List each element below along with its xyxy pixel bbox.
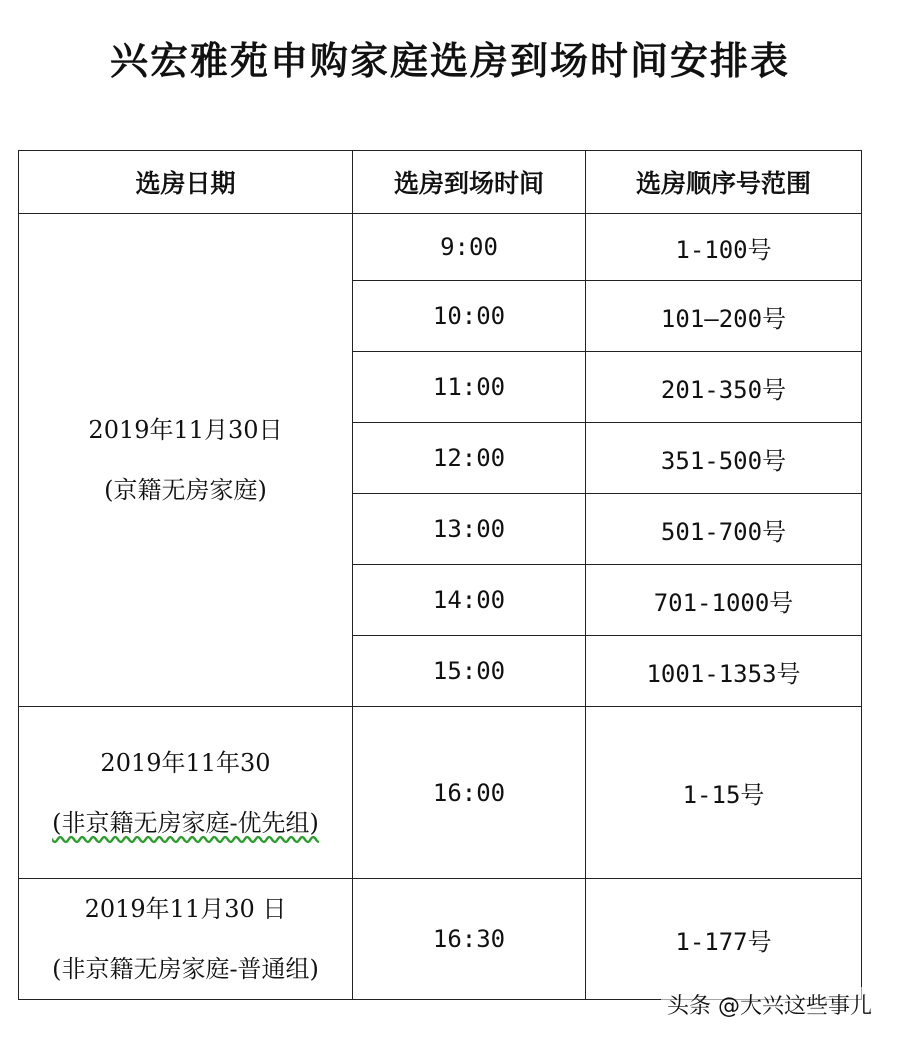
time-cell: 9:00: [353, 214, 586, 281]
time-cell: 13:00: [353, 494, 586, 565]
group1-note: (京籍无房家庭): [104, 476, 267, 504]
table-row: [19, 707, 862, 879]
range-cell: 1001-1353号: [586, 636, 862, 707]
range-cell: 201-350号: [586, 352, 862, 423]
range-cell: 351-500号: [586, 423, 862, 494]
time-cell: 12:00: [353, 423, 586, 494]
table-row: [19, 879, 862, 1000]
time-cell: 14:00: [353, 565, 586, 636]
time-cell: 16:30: [353, 879, 586, 1000]
group2-date: 2019年11年30: [100, 748, 271, 777]
table-row: [19, 214, 862, 281]
group1-date: 2019年11月30日: [88, 416, 283, 444]
range-cell: 1-100号: [586, 214, 862, 281]
time-cell: 16:00: [353, 707, 586, 879]
range-cell: 101—200号: [586, 281, 862, 352]
range-cell: 1-177号: [586, 879, 862, 1000]
group1-date-cell: [19, 214, 353, 707]
header-time: 选房到场时间: [353, 151, 586, 214]
group3-note: (非京籍无房家庭-普通组): [52, 955, 319, 983]
page-title: 兴宏雅苑申购家庭选房到场时间安排表: [109, 39, 790, 83]
range-cell: 501-700号: [586, 494, 862, 565]
time-cell: 10:00: [353, 281, 586, 352]
table-header-row: [19, 151, 862, 214]
watermark: 头条 @大兴这些事儿: [661, 987, 878, 1022]
range-cell: 701-1000号: [586, 565, 862, 636]
group2-note: [19, 793, 352, 853]
header-date: 选房日期: [19, 151, 353, 214]
time-cell: 11:00: [353, 352, 586, 423]
schedule-table: [18, 150, 862, 1000]
group2-note-text: (非京籍无房家庭-优先组): [52, 808, 319, 837]
header-range: 选房顺序号范围: [586, 151, 862, 214]
group3-date: 2019年11月30 日: [84, 895, 287, 923]
group2-date-cell: [19, 707, 353, 879]
time-cell: 15:00: [353, 636, 586, 707]
range-cell: 1-15号: [586, 707, 862, 879]
group3-date-cell: [19, 879, 353, 1000]
